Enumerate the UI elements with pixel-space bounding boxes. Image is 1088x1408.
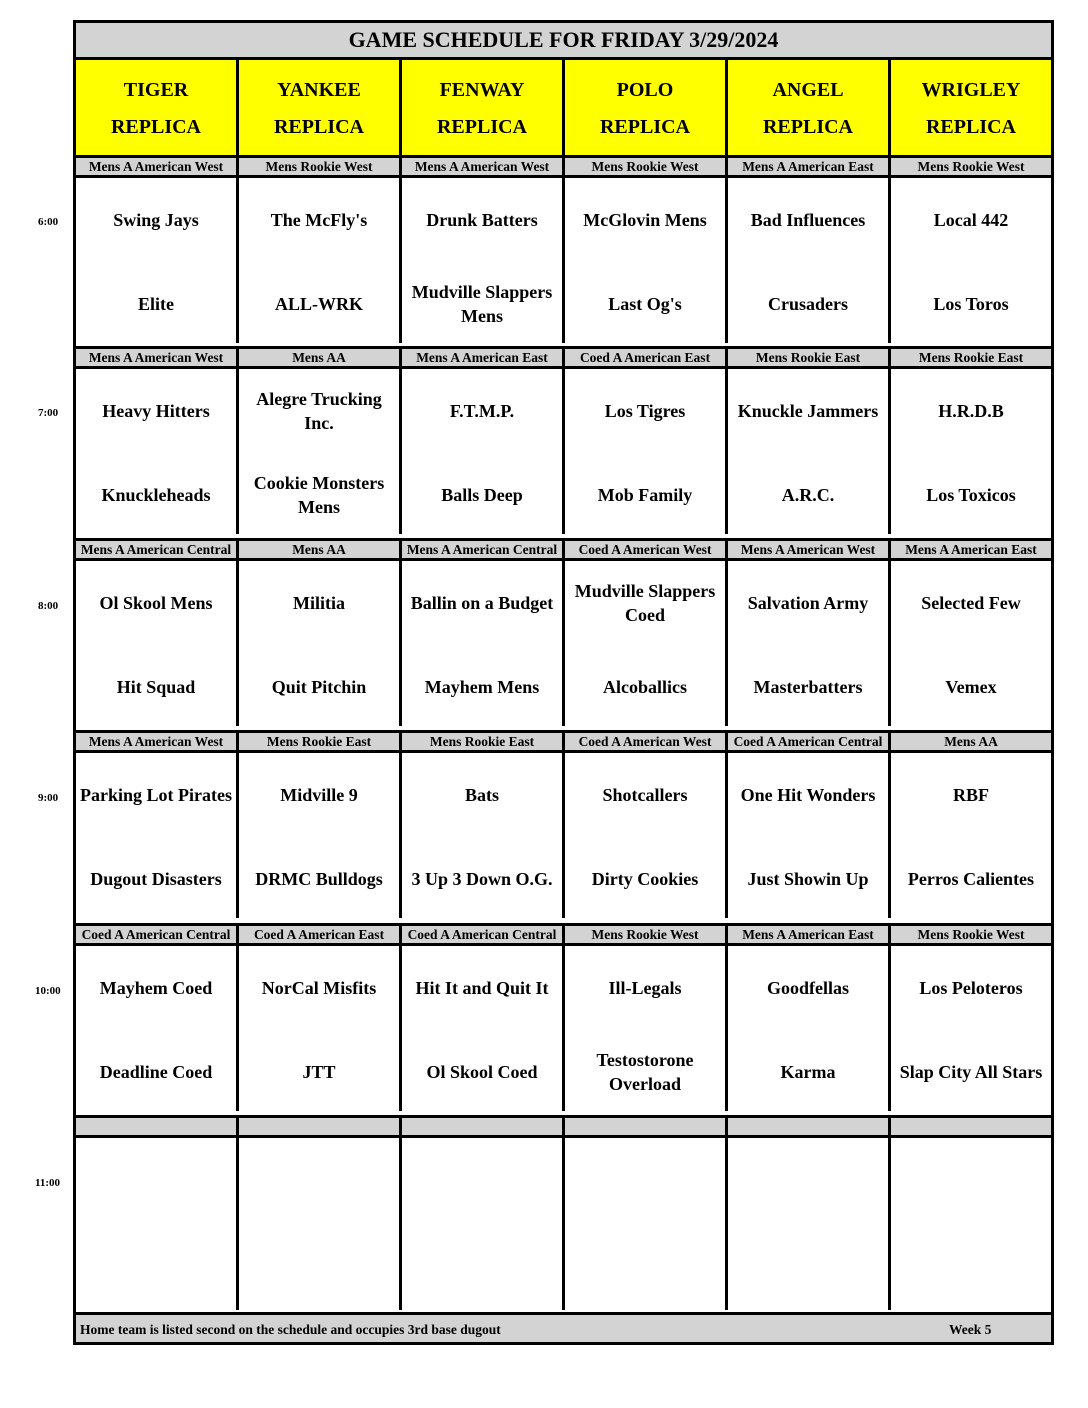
home-team: Dugout Disasters bbox=[90, 869, 222, 889]
game-cell bbox=[565, 946, 728, 1111]
game-cell bbox=[891, 1138, 1051, 1310]
home-team: Masterbatters bbox=[753, 677, 863, 697]
field-sub: REPLICA bbox=[110, 116, 201, 138]
home-team: Quit Pitchin bbox=[271, 677, 367, 697]
away-team: Goodfellas bbox=[766, 978, 849, 998]
away-team: Alegre Trucking Inc. bbox=[256, 389, 382, 433]
division-label: Mens Rookie West bbox=[891, 926, 1051, 943]
division-label: Coed A American West bbox=[565, 541, 728, 558]
division-label: Mens A American West bbox=[728, 541, 891, 558]
division-label: Mens A American East bbox=[728, 926, 891, 943]
home-team bbox=[728, 1236, 888, 1292]
home-team: Slap City All Stars bbox=[899, 1062, 1043, 1082]
home-team: Vemex bbox=[945, 677, 997, 697]
division-label: Mens A American Central bbox=[76, 541, 239, 558]
away-team: Ballin on a Budget bbox=[410, 593, 554, 613]
field-header-angel bbox=[728, 60, 891, 158]
away-team: One Hit Wonders bbox=[740, 785, 876, 805]
division-label: Coed A American East bbox=[239, 926, 402, 943]
game-cell bbox=[76, 753, 239, 918]
field-header-yankee bbox=[239, 60, 402, 158]
game-cell bbox=[239, 178, 402, 343]
game-cell bbox=[891, 178, 1051, 343]
away-team: Ill-Legals bbox=[608, 978, 682, 998]
home-team: Testostorone Overload bbox=[596, 1050, 694, 1094]
division-label: Mens Rookie West bbox=[891, 158, 1051, 175]
game-cell bbox=[728, 946, 891, 1111]
game-cell bbox=[76, 369, 239, 534]
home-team: Elite bbox=[138, 294, 174, 314]
game-cell bbox=[891, 561, 1051, 726]
time-label: 9:00 bbox=[38, 792, 59, 804]
field-header-fenway bbox=[402, 60, 565, 158]
game-cell bbox=[402, 561, 565, 726]
division-label: Mens A American West bbox=[402, 158, 565, 175]
away-team bbox=[565, 1152, 725, 1208]
away-team: Drunk Batters bbox=[426, 210, 538, 230]
field-header-polo bbox=[565, 60, 728, 158]
division-label bbox=[891, 1118, 1051, 1135]
field-name: YANKEE bbox=[277, 79, 361, 101]
game-row bbox=[76, 1138, 1051, 1310]
game-cell bbox=[565, 178, 728, 343]
division-label: Coed A American Central bbox=[728, 733, 891, 750]
home-team bbox=[402, 1236, 562, 1292]
game-cell bbox=[728, 1138, 891, 1310]
away-team: H.R.D.B bbox=[938, 401, 1004, 421]
away-team: Mayhem Coed bbox=[99, 978, 213, 998]
game-cell bbox=[565, 753, 728, 918]
division-label bbox=[76, 1118, 239, 1135]
home-team: Los Toxicos bbox=[926, 485, 1016, 505]
away-team bbox=[402, 1152, 562, 1208]
game-cell bbox=[565, 561, 728, 726]
division-label: Mens A American East bbox=[891, 541, 1051, 558]
away-team: Los Peloteros bbox=[919, 978, 1023, 998]
division-label: Mens A American Central bbox=[402, 541, 565, 558]
away-team: Mudville Slappers Coed bbox=[574, 581, 716, 625]
field-name: WRIGLEY bbox=[921, 79, 1021, 101]
home-team: ALL-WRK bbox=[274, 294, 363, 314]
division-label: Coed A American West bbox=[565, 733, 728, 750]
game-row bbox=[76, 178, 1051, 343]
division-label: Mens A American West bbox=[76, 733, 239, 750]
away-team: Local 442 bbox=[933, 210, 1009, 230]
home-team: Hit Squad bbox=[116, 677, 196, 697]
division-label: Mens Rookie East bbox=[239, 733, 402, 750]
field-name: ANGEL bbox=[772, 79, 844, 101]
division-row bbox=[76, 346, 1051, 369]
home-team: Last Og's bbox=[608, 294, 682, 314]
game-cell bbox=[76, 1138, 239, 1310]
division-row bbox=[76, 538, 1051, 561]
away-team: Shotcallers bbox=[602, 785, 688, 805]
division-label: Mens AA bbox=[239, 349, 402, 366]
away-team: Salvation Army bbox=[747, 593, 869, 613]
division-label bbox=[239, 1118, 402, 1135]
home-team: Mudville Slappers Mens bbox=[411, 282, 553, 326]
away-team bbox=[891, 1152, 1051, 1208]
schedule-sheet bbox=[73, 20, 1054, 1345]
division-label: Mens Rookie East bbox=[728, 349, 891, 366]
away-team: F.T.M.P. bbox=[449, 401, 515, 421]
game-cell bbox=[565, 1138, 728, 1310]
game-cell bbox=[402, 946, 565, 1111]
game-cell bbox=[402, 1138, 565, 1310]
game-cell bbox=[728, 753, 891, 918]
home-team: Deadline Coed bbox=[99, 1062, 213, 1082]
home-team bbox=[239, 1236, 399, 1292]
division-row bbox=[76, 1115, 1051, 1138]
game-cell bbox=[728, 561, 891, 726]
division-label bbox=[565, 1118, 728, 1135]
division-label: Mens A American East bbox=[728, 158, 891, 175]
game-cell bbox=[728, 178, 891, 343]
home-team: Perros Calientes bbox=[907, 869, 1035, 889]
game-row bbox=[76, 946, 1051, 1111]
home-team: Dirty Cookies bbox=[591, 869, 699, 889]
division-label: Mens Rookie West bbox=[239, 158, 402, 175]
home-team: Crusaders bbox=[768, 294, 848, 314]
division-row bbox=[76, 923, 1051, 946]
home-team: DRMC Bulldogs bbox=[255, 869, 383, 889]
away-team: Hit It and Quit It bbox=[415, 978, 549, 998]
game-cell bbox=[239, 369, 402, 534]
home-team: Mob Family bbox=[597, 485, 693, 505]
field-sub: REPLICA bbox=[762, 116, 853, 138]
away-team: Bad Influences bbox=[750, 210, 866, 230]
home-team: Knuckleheads bbox=[101, 485, 211, 505]
division-row bbox=[76, 730, 1051, 753]
home-team: 3 Up 3 Down O.G. bbox=[411, 869, 553, 889]
division-label: Mens A American West bbox=[76, 349, 239, 366]
away-team: RBF bbox=[953, 785, 989, 805]
game-cell bbox=[76, 561, 239, 726]
division-label: Mens Rookie East bbox=[402, 733, 565, 750]
away-team: Midville 9 bbox=[280, 785, 358, 805]
division-row bbox=[76, 155, 1051, 178]
game-row bbox=[76, 753, 1051, 918]
game-cell bbox=[402, 753, 565, 918]
week-label: Week 5 bbox=[949, 1322, 992, 1337]
field-header-tiger bbox=[76, 60, 239, 158]
division-label: Mens AA bbox=[891, 733, 1051, 750]
division-label bbox=[728, 1118, 891, 1135]
home-team: A.R.C. bbox=[781, 485, 835, 505]
game-cell bbox=[891, 369, 1051, 534]
away-team: NorCal Misfits bbox=[261, 978, 377, 998]
away-team bbox=[76, 1152, 236, 1208]
away-team: Los Tigres bbox=[604, 401, 686, 421]
game-cell bbox=[728, 369, 891, 534]
field-name: FENWAY bbox=[439, 79, 525, 101]
home-team: Just Showin Up bbox=[747, 869, 869, 889]
time-label: 6:00 bbox=[38, 216, 59, 228]
time-label: 8:00 bbox=[38, 600, 59, 612]
field-sub: REPLICA bbox=[273, 116, 364, 138]
away-team: McGlovin Mens bbox=[583, 210, 707, 230]
away-team: The McFly's bbox=[270, 210, 368, 230]
away-team: Heavy Hitters bbox=[102, 401, 210, 421]
division-label: Mens A American East bbox=[402, 349, 565, 366]
division-label: Mens Rookie West bbox=[565, 158, 728, 175]
time-label: 11:00 bbox=[35, 1177, 61, 1189]
home-team bbox=[76, 1236, 236, 1292]
away-team bbox=[239, 1152, 399, 1208]
away-team: Bats bbox=[464, 785, 499, 805]
field-sub: REPLICA bbox=[599, 116, 690, 138]
home-team: Balls Deep bbox=[441, 485, 523, 505]
game-cell bbox=[76, 946, 239, 1111]
away-team: Ol Skool Mens bbox=[99, 593, 213, 613]
division-label: Mens Rookie West bbox=[565, 926, 728, 943]
home-team bbox=[565, 1236, 725, 1292]
division-label: Mens A American West bbox=[76, 158, 239, 175]
field-name: TIGER bbox=[123, 79, 189, 101]
game-cell bbox=[239, 946, 402, 1111]
footer-bar bbox=[76, 1312, 1051, 1342]
home-team: Los Toros bbox=[933, 294, 1009, 314]
away-team: Swing Jays bbox=[113, 210, 199, 230]
division-label bbox=[402, 1118, 565, 1135]
away-team: Parking Lot Pirates bbox=[80, 785, 232, 805]
game-cell bbox=[891, 946, 1051, 1111]
home-team bbox=[891, 1236, 1051, 1292]
field-header-row bbox=[76, 60, 1051, 158]
page-title: GAME SCHEDULE FOR FRIDAY 3/29/2024 bbox=[76, 23, 1051, 60]
game-cell bbox=[239, 1138, 402, 1310]
home-team: Karma bbox=[780, 1062, 836, 1082]
home-team: Cookie Monsters Mens bbox=[253, 473, 385, 517]
game-row bbox=[76, 369, 1051, 534]
home-team: Mayhem Mens bbox=[424, 677, 540, 697]
game-cell bbox=[891, 753, 1051, 918]
division-label: Coed A American Central bbox=[76, 926, 239, 943]
game-cell bbox=[239, 753, 402, 918]
footer-note: Home team is listed second on the schedule and occupies 3rd base dugout bbox=[80, 1322, 501, 1337]
field-sub: REPLICA bbox=[925, 116, 1016, 138]
away-team: Militia bbox=[293, 593, 345, 613]
game-cell bbox=[76, 178, 239, 343]
time-label: 7:00 bbox=[38, 407, 59, 419]
game-cell bbox=[402, 178, 565, 343]
game-row bbox=[76, 561, 1051, 726]
home-team: Ol Skool Coed bbox=[426, 1062, 538, 1082]
game-cell bbox=[239, 561, 402, 726]
division-label: Mens Rookie East bbox=[891, 349, 1051, 366]
division-label: Coed A American East bbox=[565, 349, 728, 366]
away-team: Selected Few bbox=[921, 593, 1021, 613]
home-team: JTT bbox=[302, 1062, 336, 1082]
field-header-wrigley bbox=[891, 60, 1051, 158]
time-label: 10:00 bbox=[35, 985, 61, 997]
field-sub: REPLICA bbox=[436, 116, 527, 138]
division-label: Coed A American Central bbox=[402, 926, 565, 943]
away-team bbox=[728, 1152, 888, 1208]
game-cell bbox=[565, 369, 728, 534]
away-team: Knuckle Jammers bbox=[737, 401, 879, 421]
home-team: Alcoballics bbox=[603, 677, 687, 697]
game-cell bbox=[402, 369, 565, 534]
division-label: Mens AA bbox=[239, 541, 402, 558]
field-name: POLO bbox=[616, 79, 674, 101]
